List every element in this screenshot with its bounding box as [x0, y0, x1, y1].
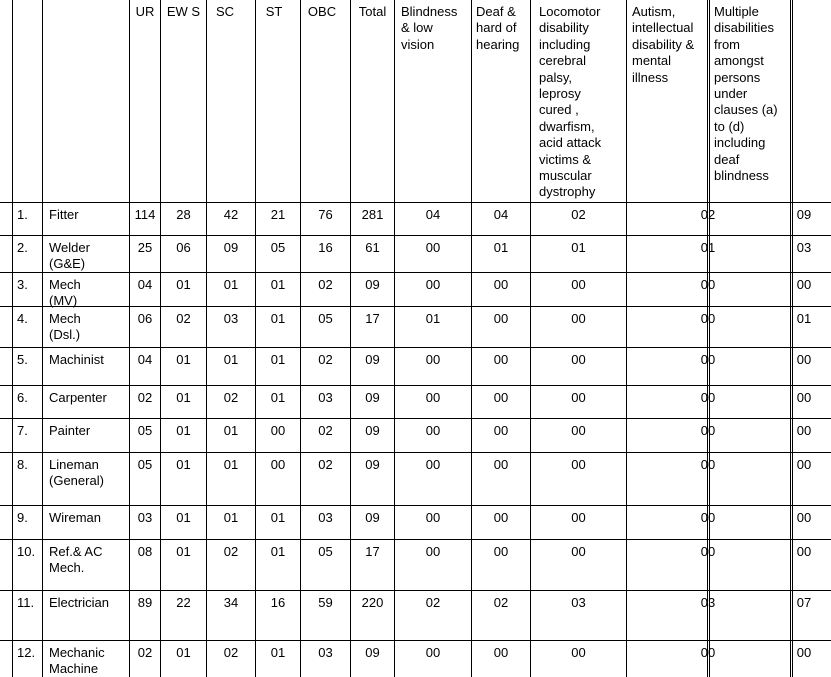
header-autism-line: illness — [632, 69, 669, 85]
serial-number: 5. — [17, 352, 28, 367]
cell-blind: 00 — [425, 277, 441, 292]
cell-sc: 03 — [223, 311, 239, 326]
cell-loco: 00 — [571, 390, 586, 405]
header-locomotor-line: victims & — [539, 151, 591, 167]
cell-loco: 00 — [571, 352, 586, 367]
cell-total: 09 — [365, 645, 380, 660]
header-locomotor — [539, 4, 601, 201]
cell-ur: 05 — [137, 423, 153, 438]
trade-name — [49, 207, 79, 223]
header-multiple-line: deaf — [714, 151, 740, 167]
trade-name-line: Painter — [49, 423, 91, 438]
header-autism-line: Autism, — [632, 4, 676, 19]
cell-deaf: 00 — [493, 645, 509, 660]
cell-total: 17 — [365, 311, 380, 326]
cell-obc: 76 — [318, 207, 333, 222]
cell-ews: 01 — [176, 423, 191, 438]
header-blindness-line: vision — [401, 36, 435, 52]
row-border — [0, 640, 831, 641]
cell-ews: 01 — [176, 352, 191, 367]
trade-name — [49, 423, 90, 439]
cell-multi: 00 — [796, 544, 812, 559]
header-locomotor-line: muscular — [539, 168, 592, 184]
cell-multi: 09 — [796, 207, 812, 222]
cell-multi: 00 — [796, 390, 812, 405]
trade-name-line: (General) — [49, 473, 104, 488]
row-border — [0, 452, 831, 453]
cell-loco: 02 — [571, 207, 586, 222]
serial-number: 12. — [17, 645, 36, 660]
trade-name-line: (MV) — [49, 293, 78, 308]
trade-name-line: Lineman — [49, 457, 99, 472]
trade-name-line: Mechanic — [49, 645, 105, 660]
trade-name-line: Machine — [49, 661, 99, 676]
header-locomotor-line: cerebral — [539, 53, 586, 69]
cell-ur: 04 — [137, 277, 153, 292]
cell-total: 09 — [365, 423, 380, 438]
cell-blind: 00 — [425, 510, 441, 525]
cell-deaf: 02 — [493, 595, 509, 610]
cell-multi: 00 — [796, 423, 812, 438]
column-border — [129, 0, 130, 677]
cell-blind: 00 — [425, 457, 441, 472]
column-border — [350, 0, 351, 677]
column-border — [300, 0, 301, 677]
trade-name-line: Electrician — [49, 595, 109, 610]
header-ur: UR — [135, 4, 155, 19]
cell-ur: 02 — [137, 645, 153, 660]
cell-blind: 00 — [425, 645, 441, 660]
cell-deaf: 00 — [493, 457, 509, 472]
trade-name-line: Ref.& AC — [49, 544, 103, 559]
cell-multi: 07 — [796, 595, 812, 610]
cell-obc: 02 — [318, 423, 333, 438]
serial-number: 1. — [17, 207, 28, 222]
cell-deaf: 00 — [493, 277, 509, 292]
cell-deaf: 00 — [493, 390, 509, 405]
trade-name-line: Fitter — [49, 207, 79, 222]
cell-deaf: 04 — [493, 207, 509, 222]
column-border — [42, 0, 43, 677]
column-border — [471, 0, 472, 677]
cell-total: 09 — [365, 352, 380, 367]
serial-number: 8. — [17, 457, 28, 472]
cell-st: 01 — [270, 390, 286, 405]
cell-sc: 01 — [223, 457, 239, 472]
cell-ur: 02 — [137, 390, 153, 405]
trade-name-line: Mech — [49, 311, 81, 326]
cell-total: 09 — [365, 510, 380, 525]
cell-total: 17 — [365, 544, 380, 559]
header-autism-line: intellectual — [632, 20, 694, 36]
trade-name-line: Wireman — [49, 510, 102, 525]
header-autism — [632, 4, 694, 86]
column-border — [790, 0, 791, 677]
cell-autism: 00 — [700, 390, 716, 405]
trade-name — [49, 544, 102, 576]
cell-loco: 00 — [571, 311, 586, 326]
trade-name — [49, 510, 101, 526]
header-deaf-line: hearing — [476, 36, 520, 52]
cell-blind: 02 — [425, 595, 441, 610]
serial-number: 3. — [17, 277, 28, 292]
serial-number: 11. — [17, 595, 35, 610]
cell-deaf: 00 — [493, 423, 509, 438]
column-border — [255, 0, 256, 677]
cell-sc: 02 — [223, 645, 239, 660]
cell-multi: 00 — [796, 277, 812, 292]
cell-multi: 01 — [796, 311, 812, 326]
cell-st: 21 — [270, 207, 286, 222]
header-locomotor-line: cured , — [539, 102, 579, 118]
serial-number: 9. — [17, 510, 28, 525]
row-border — [0, 418, 831, 419]
row-border — [0, 235, 831, 236]
header-locomotor-line: dystrophy — [539, 184, 596, 200]
cell-ur: 89 — [137, 595, 153, 610]
cell-obc: 16 — [318, 240, 333, 255]
header-blindness-line: Blindness — [401, 4, 458, 19]
column-border — [626, 0, 627, 677]
cell-obc: 03 — [318, 510, 333, 525]
trade-name-line: Mech. — [49, 560, 85, 575]
cell-ur: 06 — [137, 311, 153, 326]
cell-loco: 01 — [571, 240, 586, 255]
row-border — [0, 272, 831, 273]
trade-name-line: Carpenter — [49, 390, 107, 405]
cell-ews: 28 — [176, 207, 191, 222]
header-locomotor-line: Locomotor — [539, 4, 601, 19]
trade-name — [49, 277, 81, 309]
cell-ews: 01 — [176, 544, 191, 559]
header-multiple-line: amongst — [714, 53, 764, 69]
cell-deaf: 00 — [493, 510, 509, 525]
serial-number: 7. — [17, 423, 28, 438]
cell-sc: 01 — [223, 423, 239, 438]
cell-obc: 05 — [318, 544, 333, 559]
row-border — [0, 385, 831, 386]
cell-total: 09 — [365, 457, 380, 472]
trade-name — [49, 390, 107, 406]
cell-ur: 04 — [137, 352, 153, 367]
cell-loco: 03 — [571, 595, 586, 610]
cell-multi: 00 — [796, 352, 812, 367]
cell-deaf: 00 — [493, 311, 509, 326]
cell-st: 01 — [270, 510, 286, 525]
header-sc: SC — [215, 4, 235, 19]
cell-obc: 03 — [318, 645, 333, 660]
column-border — [394, 0, 395, 677]
header-multiple — [714, 4, 778, 184]
trade-name-line: Welder — [49, 240, 90, 255]
cell-autism: 00 — [700, 457, 716, 472]
serial-number: 4. — [17, 311, 28, 326]
cell-ur: 03 — [137, 510, 153, 525]
cell-total: 61 — [365, 240, 380, 255]
cell-autism: 00 — [700, 645, 716, 660]
header-locomotor-line: palsy, — [539, 69, 572, 85]
serial-number: 2. — [17, 240, 28, 255]
cell-st: 01 — [270, 277, 286, 292]
cell-autism: 00 — [700, 544, 716, 559]
cell-loco: 00 — [571, 457, 586, 472]
cell-sc: 34 — [223, 595, 239, 610]
cell-autism: 02 — [700, 207, 716, 222]
header-locomotor-line: including — [539, 36, 591, 52]
cell-loco: 00 — [571, 544, 586, 559]
header-st: ST — [265, 4, 283, 19]
row-border — [0, 539, 831, 540]
header-multiple-line: Multiple — [714, 4, 759, 19]
cell-st: 01 — [270, 352, 286, 367]
cell-total: 09 — [365, 277, 380, 292]
cell-blind: 00 — [425, 390, 441, 405]
cell-obc: 02 — [318, 457, 333, 472]
row-border — [0, 347, 831, 348]
header-total: Total — [358, 4, 387, 19]
cell-loco: 00 — [571, 510, 586, 525]
cell-sc: 01 — [223, 277, 239, 292]
cell-deaf: 00 — [493, 544, 509, 559]
cell-obc: 02 — [318, 277, 333, 292]
trade-name-line: (G&E) — [49, 256, 86, 271]
header-deaf-line: Deaf & — [476, 4, 516, 19]
header-obc: OBC — [307, 4, 337, 19]
trade-name-line: Machinist — [49, 352, 104, 367]
column-border — [707, 0, 708, 677]
trade-name — [49, 240, 90, 272]
cell-st: 00 — [270, 457, 286, 472]
cell-st: 01 — [270, 544, 286, 559]
cell-multi: 03 — [796, 240, 812, 255]
cell-ews: 01 — [176, 277, 191, 292]
cell-loco: 00 — [571, 277, 586, 292]
header-multiple-line: including — [714, 135, 766, 151]
serial-number: 6. — [17, 390, 28, 405]
row-border — [0, 202, 831, 203]
cell-st: 01 — [270, 311, 286, 326]
cell-deaf: 00 — [493, 352, 509, 367]
cell-ews: 01 — [176, 510, 191, 525]
header-multiple-line: to (d) — [714, 118, 745, 134]
cell-blind: 00 — [425, 352, 441, 367]
trade-name-line: (Dsl.) — [49, 327, 81, 342]
cell-ews: 22 — [176, 595, 191, 610]
cell-blind: 00 — [425, 240, 441, 255]
column-border — [160, 0, 161, 677]
column-border — [792, 0, 793, 677]
cell-ur: 05 — [137, 457, 153, 472]
cell-blind: 01 — [425, 311, 441, 326]
row-border — [0, 590, 831, 591]
cell-ews: 01 — [176, 457, 191, 472]
header-locomotor-line: acid attack — [539, 135, 602, 151]
cell-autism: 00 — [700, 311, 716, 326]
cell-multi: 00 — [796, 457, 812, 472]
cell-total: 281 — [361, 207, 384, 222]
header-multiple-line: under — [714, 86, 748, 102]
cell-blind: 00 — [425, 423, 441, 438]
header-blindness-line: & low — [401, 20, 433, 36]
header-locomotor-line: disability — [539, 20, 589, 36]
trade-name — [49, 645, 105, 677]
cell-sc: 09 — [223, 240, 239, 255]
cell-st: 16 — [270, 595, 286, 610]
cell-ur: 08 — [137, 544, 153, 559]
header-multiple-line: clauses (a) — [714, 102, 778, 118]
header-multiple-line: blindness — [714, 168, 769, 184]
cell-sc: 42 — [223, 207, 239, 222]
header-locomotor-line: dwarfism, — [539, 118, 595, 134]
cell-blind: 00 — [425, 544, 441, 559]
header-deaf — [476, 4, 519, 53]
cell-loco: 00 — [571, 645, 586, 660]
header-autism-line: mental — [632, 53, 672, 69]
column-border — [709, 0, 710, 677]
cell-autism: 00 — [700, 510, 716, 525]
serial-number: 10. — [17, 544, 36, 559]
cell-autism: 01 — [700, 240, 716, 255]
cell-deaf: 01 — [493, 240, 509, 255]
cell-obc: 05 — [318, 311, 333, 326]
trade-name — [49, 311, 81, 343]
cell-ur: 114 — [134, 207, 156, 222]
cell-sc: 01 — [223, 352, 239, 367]
cell-sc: 02 — [223, 390, 239, 405]
column-border — [12, 0, 13, 677]
trade-name-line: Mech — [49, 277, 81, 292]
cell-ews: 01 — [176, 645, 191, 660]
cell-obc: 59 — [318, 595, 333, 610]
cell-obc: 03 — [318, 390, 333, 405]
header-deaf-line: hard of — [476, 20, 517, 36]
cell-st: 00 — [270, 423, 286, 438]
cell-autism: 00 — [700, 277, 716, 292]
cell-multi: 00 — [796, 645, 812, 660]
header-multiple-line: disabilities — [714, 20, 774, 36]
header-multiple-line: from — [714, 36, 740, 52]
header-locomotor-line: leprosy — [539, 86, 581, 102]
cell-obc: 02 — [318, 352, 333, 367]
trade-name — [49, 457, 104, 489]
cell-sc: 02 — [223, 544, 239, 559]
cell-st: 05 — [270, 240, 286, 255]
cell-autism: 03 — [700, 595, 716, 610]
cell-ews: 02 — [176, 311, 191, 326]
cell-sc: 01 — [223, 510, 239, 525]
column-border — [206, 0, 207, 677]
cell-ews: 01 — [176, 390, 191, 405]
cell-autism: 00 — [700, 423, 716, 438]
cell-ur: 25 — [137, 240, 153, 255]
header-multiple-line: persons — [714, 69, 761, 85]
trade-name — [49, 595, 109, 611]
cell-total: 220 — [361, 595, 384, 610]
trade-name — [49, 352, 104, 368]
cell-st: 01 — [270, 645, 286, 660]
cell-ews: 06 — [176, 240, 191, 255]
header-blindness — [401, 4, 457, 53]
row-border — [0, 306, 831, 307]
header-ews: EW S — [166, 4, 201, 19]
cell-blind: 04 — [425, 207, 441, 222]
cell-autism: 00 — [700, 352, 716, 367]
cell-multi: 00 — [796, 510, 812, 525]
row-border — [0, 505, 831, 506]
header-autism-line: disability & — [632, 36, 695, 52]
cell-loco: 00 — [571, 423, 586, 438]
column-border — [530, 0, 531, 677]
cell-total: 09 — [365, 390, 380, 405]
